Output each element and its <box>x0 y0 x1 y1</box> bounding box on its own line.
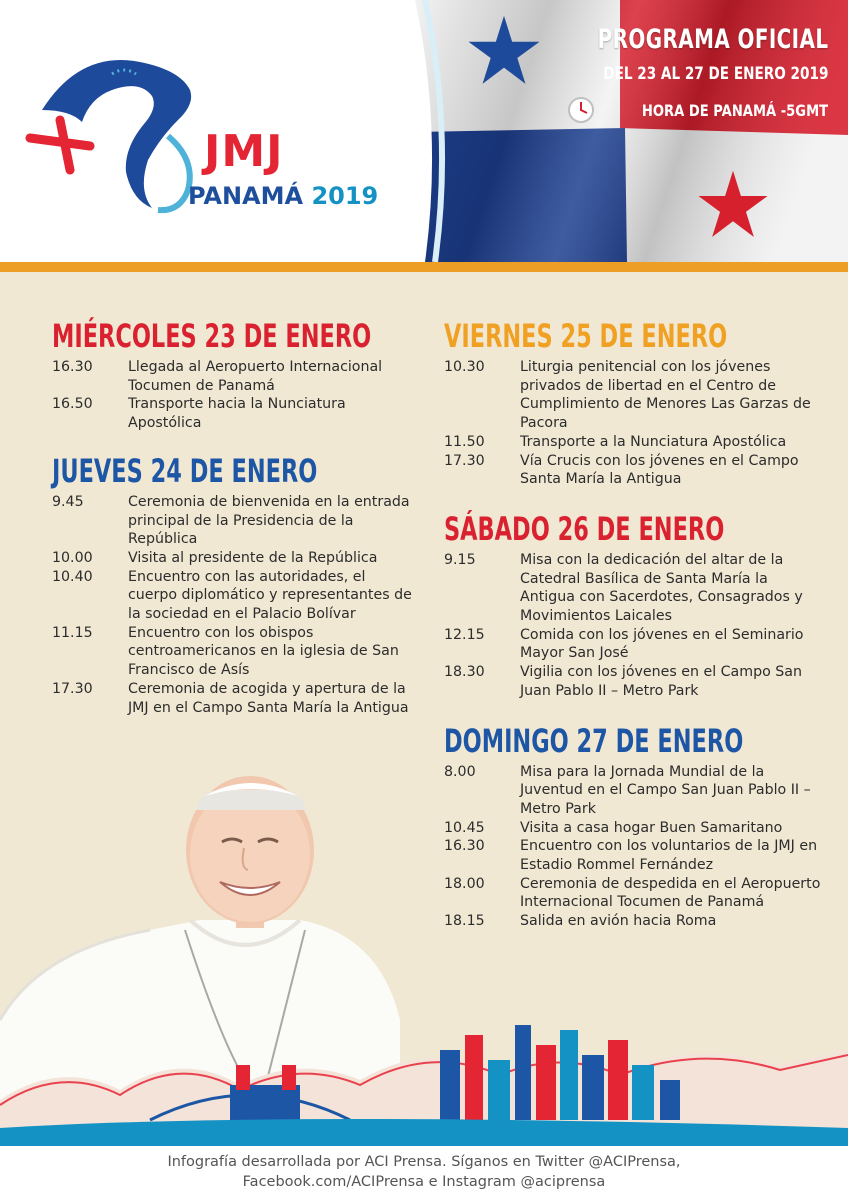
event-desc: Ceremonia de despedida en el Aeropuerto Internacional Tocumen de Panamá <box>520 875 821 911</box>
event-row <box>444 626 824 663</box>
event-desc: Misa para la Jornada Mundial de la Juventud en el Campo San Juan Pablo II – Metro Park <box>520 763 811 817</box>
event-desc: Llegada al Aeropuerto Internacional Tocumen de Panamá <box>128 359 383 394</box>
event-row <box>444 875 824 912</box>
event-time: 12.15 <box>444 626 485 643</box>
star-blue-icon <box>467 15 541 87</box>
program-time <box>567 96 828 124</box>
program-title: PROGRAMA OFICIAL <box>597 24 828 55</box>
event-row <box>52 493 412 549</box>
event-desc: Encuentro con los obispos centroamericanos en la iglesia de San Francisco de Asís <box>128 624 399 679</box>
event-row <box>52 680 412 717</box>
day-title: MIÉRCOLES 23 DE ENERO <box>52 317 372 355</box>
program-dates: DEL 23 AL 27 DE ENERO 2019 <box>602 64 828 84</box>
event-desc: Liturgia penitencial con los jóvenes privados de libertad en el Centro de Cumplimiento de Menores Las Garzas de Pacora <box>520 359 811 432</box>
event-time: 17.30 <box>52 680 93 697</box>
day-section <box>444 721 824 931</box>
day-title: DOMINGO 27 DE ENERO <box>444 721 744 760</box>
event-row <box>52 624 412 680</box>
event-desc: Comida con los jóvenes en el Seminario Mayor San José <box>520 626 804 662</box>
event-row <box>444 551 824 626</box>
header-divider <box>0 262 848 272</box>
event-time: 10.00 <box>52 549 93 566</box>
event-time: 16.50 <box>52 396 93 413</box>
header <box>0 0 848 262</box>
event-desc: Transporte a la Nunciatura Apostólica <box>520 433 787 450</box>
event-row <box>444 837 824 874</box>
event-desc: Visita al presidente de la República <box>128 549 378 566</box>
day-section <box>52 316 412 433</box>
logo-title: JMJ <box>204 126 284 177</box>
event-time: 9.15 <box>444 551 476 568</box>
footer-line-2: Facebook.com/ACIPrensa e Instagram @aciprensa <box>242 1174 606 1190</box>
event-desc: Transporte hacia la Nunciatura Apostólica <box>128 396 346 432</box>
event-time: 17.30 <box>444 452 485 469</box>
event-row <box>444 452 824 489</box>
event-row <box>52 395 412 432</box>
schedule-right-column <box>444 316 824 931</box>
day-title: VIERNES 25 DE ENERO <box>444 317 728 355</box>
event-time: 9.45 <box>52 493 84 510</box>
logo-subtitle <box>188 182 378 210</box>
event-desc: Vigilia con los jóvenes en el Campo San Juan Pablo II – Metro Park <box>520 664 802 699</box>
event-row <box>444 912 824 931</box>
event-desc: Encuentro con las autoridades, el cuerpo diplomático y representantes de la sociedad en el Palacio Bolívar <box>128 568 412 623</box>
event-desc: Salida en avión hacia Roma <box>520 913 717 930</box>
event-row <box>444 763 824 819</box>
event-time: 11.50 <box>444 433 485 450</box>
event-time: 10.45 <box>444 819 485 836</box>
event-time: 18.00 <box>444 875 485 892</box>
event-desc: Visita a casa hogar Buen Samaritano <box>520 819 783 836</box>
event-row <box>444 819 824 838</box>
event-time: 18.30 <box>444 664 485 681</box>
event-time: 10.40 <box>52 568 93 585</box>
event-desc: Ceremonia de acogida y apertura de la JMJ en el Campo Santa María la Antigua <box>128 680 409 716</box>
footer-line-1: Infografía desarrollada por ACI Prensa. Síganos en Twitter @ACIPrensa, <box>167 1154 681 1170</box>
logo-year: 2019 <box>311 182 379 210</box>
event-row <box>52 549 412 568</box>
event-row <box>52 568 412 624</box>
event-desc: Misa con la dedicación del altar de la Catedral Basílica de Santa María la Antigua con Sacerdotes, Consagrados y Movimientos Laicales <box>520 551 803 625</box>
event-row <box>444 663 824 700</box>
event-row <box>444 433 824 452</box>
skyline-illustration <box>0 1010 848 1150</box>
event-row <box>444 358 824 433</box>
day-title: SÁBADO 26 DE ENERO <box>444 509 725 548</box>
event-desc: Ceremonia de bienvenida en la entrada principal de la Presidencia de la República <box>128 493 410 548</box>
day-title: JUEVES 24 DE ENERO <box>52 451 318 490</box>
day-section <box>444 316 824 489</box>
event-time: 18.15 <box>444 913 485 930</box>
clock-icon <box>567 96 595 124</box>
day-section <box>444 509 824 701</box>
event-time: 11.15 <box>52 624 93 641</box>
logo-sub: PANAMÁ <box>188 182 304 210</box>
day-section <box>52 451 412 717</box>
event-desc: Encuentro con los voluntarios de la JMJ en Estadio Rommel Fernández <box>520 838 818 874</box>
event-row <box>52 358 412 395</box>
event-desc: Vía Crucis con los jóvenes en el Campo Santa María la Antigua <box>520 452 799 488</box>
event-time: 8.00 <box>444 763 476 780</box>
schedule-left-column <box>52 316 412 717</box>
event-time: 10.30 <box>444 359 485 375</box>
event-time: 16.30 <box>52 359 93 375</box>
event-time: 16.30 <box>444 838 485 855</box>
program-time-label: HORA DE PANAMÁ -5GMT <box>641 100 828 120</box>
footer-credit <box>0 1152 848 1192</box>
star-red-icon <box>697 170 769 240</box>
